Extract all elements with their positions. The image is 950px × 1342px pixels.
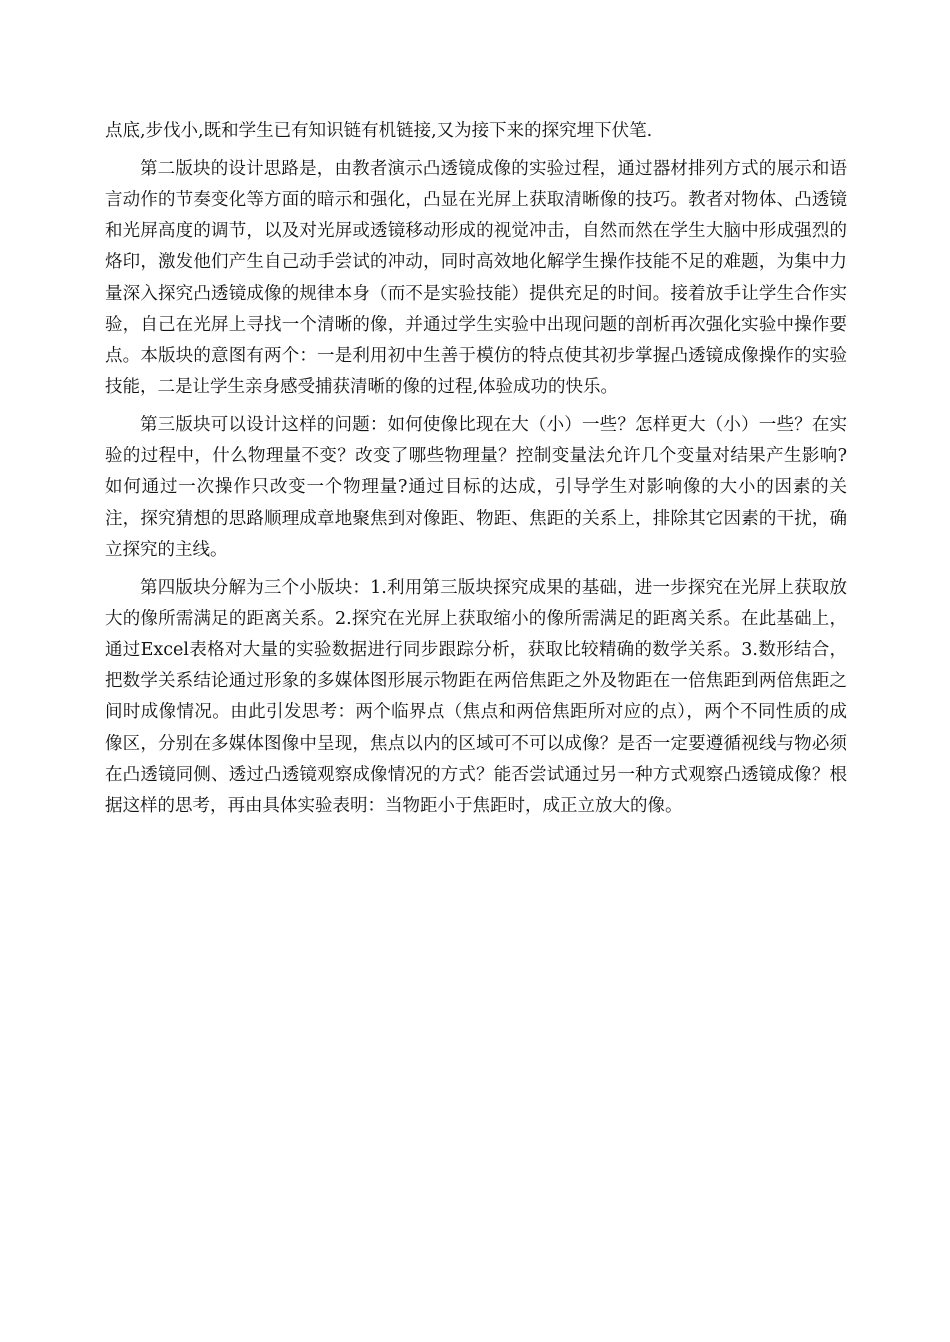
body-text bbox=[105, 116, 847, 822]
paragraph-continuation: 点底,步伐小,既和学生已有知识链有机链接,又为接下来的探究埋下伏笔. bbox=[105, 121, 653, 141]
paragraph-section-four: 第四版块分解为三个小版块：1.利用第三版块探究成果的基础，进一步探究在光屏上获取放大的像所需满足的距离关系。2.探究在光屏上获取缩小的像所需满足的距离关系。在此基础上，通过Excel表格对大量的实验数据进行同步跟踪分析，获取比较精确的数学关系。3.数形结合，把数学关系结论通过形象的多媒体图形展示物距在两倍焦距之外及物距在一倍焦距到两倍焦距之间时成像情况。由此引发思考：两个临界点（焦点和两倍焦距所对应的点），两个不同性质的成像区，分别在多媒体图像中呈现，焦点以内的区域可不可以成像？是否一定要遵循视线与物必须在凸透镜同侧、透过凸透镜观察成像情况的方式？能否尝试通过另一种方式观察凸透镜成像？根据这样的思考，再由具体实验表明：当物距小于焦距时，成正立放大的像。 bbox=[105, 577, 847, 817]
paragraph-section-two: 第二版块的设计思路是，由教者演示凸透镜成像的实验过程，通过器材排列方式的展示和语言动作的节奏变化等方面的暗示和强化，凸显在光屏上获取清晰像的技巧。教者对物体、凸透镜和光屏高度的调节，以及对光屏或透镜移动形成的视觉冲击，自然而然在学生大脑中形成强烈的烙印，激发他们产生自己动手尝试的冲动，同时高效地化解学生操作技能不足的难题，为集中力量深入探究凸透镜成像的规律本身（而不是实验技能）提供充足的时间。接着放手让学生合作实验，自己在光屏上寻找一个清晰的像，并通过学生实验中出现问题的剖析再次强化实验中操作要点。本版块的意图有两个：一是利用初中生善于模仿的特点使其初步掌握凸透镜成像操作的实验技能，二是让学生亲身感受捕获清晰的像的过程,体验成功的快乐。 bbox=[105, 158, 847, 398]
paragraph-section-three: 第三版块可以设计这样的问题：如何使像比现在大（小）一些？怎样更大（小）一些？在实验的过程中，什么物理量不变？改变了哪些物理量？控制变量法允许几个变量对结果产生影响?如何通过一次操作只改变一个物理量?通过目标的达成，引导学生对影响像的大小的因素的关注，探究猜想的思路顺理成章地聚焦到对像距、物距、焦距的关系上，排除其它因素的干扰，确立探究的主线。 bbox=[105, 415, 847, 560]
